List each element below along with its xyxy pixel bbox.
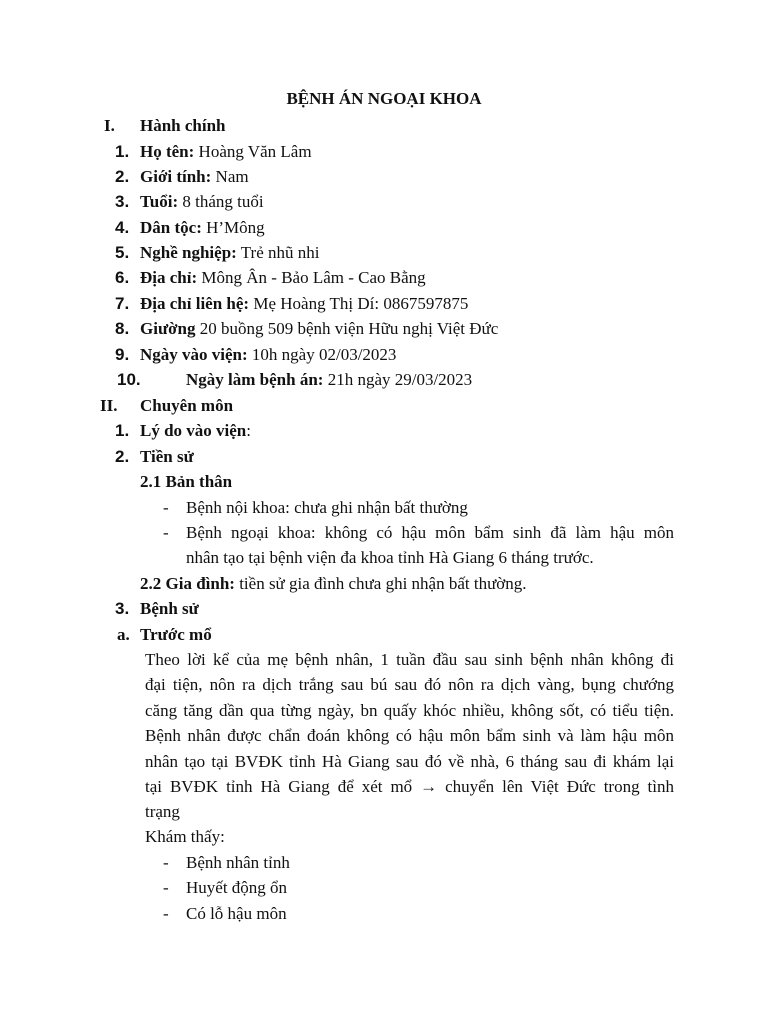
admin-value: Trẻ nhũ nhi <box>236 243 320 262</box>
admin-line-ethnicity <box>140 218 265 238</box>
section-2-number: II. <box>100 396 118 415</box>
paragraph-line: trạng <box>145 802 180 821</box>
paragraph-line: tại BVĐK tỉnh Hà Giang để xét mổ → chuyển lên Việt Đức trong tình <box>145 777 674 796</box>
admin-value: Hoàng Văn Lâm <box>194 142 312 161</box>
admin-line-address <box>140 268 426 288</box>
exam-item: Bệnh nhân tỉnh <box>186 853 290 872</box>
admin-value: H’Mông <box>201 218 265 237</box>
list-item: Bệnh ngoại khoa: không có hậu môn bẩm sinh đã làm hậu môn <box>186 523 674 542</box>
admin-label: Giường <box>140 319 196 338</box>
family-history-value: tiền sử gia đình chưa ghi nhận bất thường. <box>234 574 527 593</box>
family-history-label: 2.2 Gia đình: <box>140 574 235 593</box>
item-label: Lý do vào viện <box>140 421 247 440</box>
admin-value: Mông Ân - Bảo Lâm - Cao Bằng <box>197 268 426 287</box>
reason-for-admission <box>140 421 251 441</box>
section-2-heading: Chuyên môn <box>140 396 234 415</box>
admin-number: 5. <box>115 243 130 262</box>
admin-line-admission-date <box>140 345 396 365</box>
admin-label: Ngày vào viện: <box>140 345 248 364</box>
disease-history-heading: Bệnh sử <box>140 599 199 618</box>
paragraph-line: Bệnh nhân được chẩn đoán không có hậu môn bẩm sinh và làm hậu môn <box>145 726 674 745</box>
admin-label: Địa chỉ liên hệ: <box>140 294 250 313</box>
admin-line-name <box>140 142 312 162</box>
admin-value: 10h ngày 02/03/2023 <box>247 345 397 364</box>
admin-value: 8 tháng tuổi <box>178 192 264 211</box>
bullet-dash: - <box>163 523 169 542</box>
item-number: 3. <box>115 599 130 618</box>
admin-number: 2. <box>115 167 130 186</box>
admin-value: 21h ngày 29/03/2023 <box>323 370 473 389</box>
admin-label: Họ tên: <box>140 142 195 161</box>
admin-value: Mẹ Hoàng Thị Dí: 0867597875 <box>249 294 469 313</box>
list-item: Bệnh nội khoa: chưa ghi nhận bất thường <box>186 498 468 517</box>
admin-line-age <box>140 192 264 212</box>
admin-value: 20 buồng 509 bệnh viện Hữu nghị Việt Đức <box>195 319 499 338</box>
admin-label: Nghề nghiệp: <box>140 243 237 262</box>
item-number: 2. <box>115 447 130 466</box>
item-suffix: : <box>246 421 252 440</box>
admin-line-gender <box>140 167 249 187</box>
paragraph-line: Theo lời kể của mẹ bệnh nhân, 1 tuần đầu sau sinh bệnh nhân không đi <box>145 650 674 669</box>
admin-line-occupation <box>140 243 320 263</box>
family-history <box>140 574 527 594</box>
admin-number: 1. <box>115 142 130 161</box>
admin-number: 3. <box>115 192 130 211</box>
admin-line-contact <box>140 294 468 314</box>
bullet-dash: - <box>163 853 169 872</box>
admin-label: Giới tính: <box>140 167 212 186</box>
paragraph-line: căng tăng dần qua từng ngày, bn quấy khóc nhiều, không sốt, có tiểu tiện. <box>145 701 674 720</box>
pre-op-heading: Trước mổ <box>140 625 212 644</box>
bullet-dash: - <box>163 878 169 897</box>
admin-line-bed <box>140 319 498 339</box>
admin-label: Địa chỉ: <box>140 268 198 287</box>
admin-number: 4. <box>115 218 130 237</box>
section-1-number: I. <box>104 116 115 135</box>
admin-number: 10. <box>117 370 141 389</box>
paragraph-line: đại tiện, nôn ra dịch trắng sau bú sau đó nôn ra dịch vàng, bụng chướng <box>145 675 674 694</box>
item-number: 1. <box>115 421 130 440</box>
exam-item: Có lỗ hậu môn <box>186 904 287 923</box>
paragraph-line: nhân tạo tại BVĐK tỉnh Hà Giang sau đó về nhà, 6 tháng sau đi khám lại <box>145 752 674 771</box>
admin-line-record-date <box>186 370 472 390</box>
exam-item: Huyết động ổn <box>186 878 288 897</box>
document-title: BỆNH ÁN NGOẠI KHOA <box>286 89 482 108</box>
admin-number: 8. <box>115 319 130 338</box>
item-letter: a. <box>117 625 130 644</box>
history-heading: Tiền sử <box>140 447 194 466</box>
list-item-continuation: nhân tạo tại bệnh viện đa khoa tỉnh Hà Giang 6 tháng trước. <box>186 548 594 567</box>
exam-heading: Khám thấy: <box>145 827 225 846</box>
personal-history-heading: 2.1 Bản thân <box>140 472 233 491</box>
admin-label: Dân tộc: <box>140 218 202 237</box>
admin-label: Tuổi: <box>140 192 179 211</box>
admin-value: Nam <box>211 167 249 186</box>
section-1-heading: Hành chính <box>140 116 226 135</box>
bullet-dash: - <box>163 904 169 923</box>
admin-number: 9. <box>115 345 130 364</box>
admin-number: 7. <box>115 294 130 313</box>
admin-label: Ngày làm bệnh án: <box>186 370 324 389</box>
bullet-dash: - <box>163 498 169 517</box>
admin-number: 6. <box>115 268 130 287</box>
